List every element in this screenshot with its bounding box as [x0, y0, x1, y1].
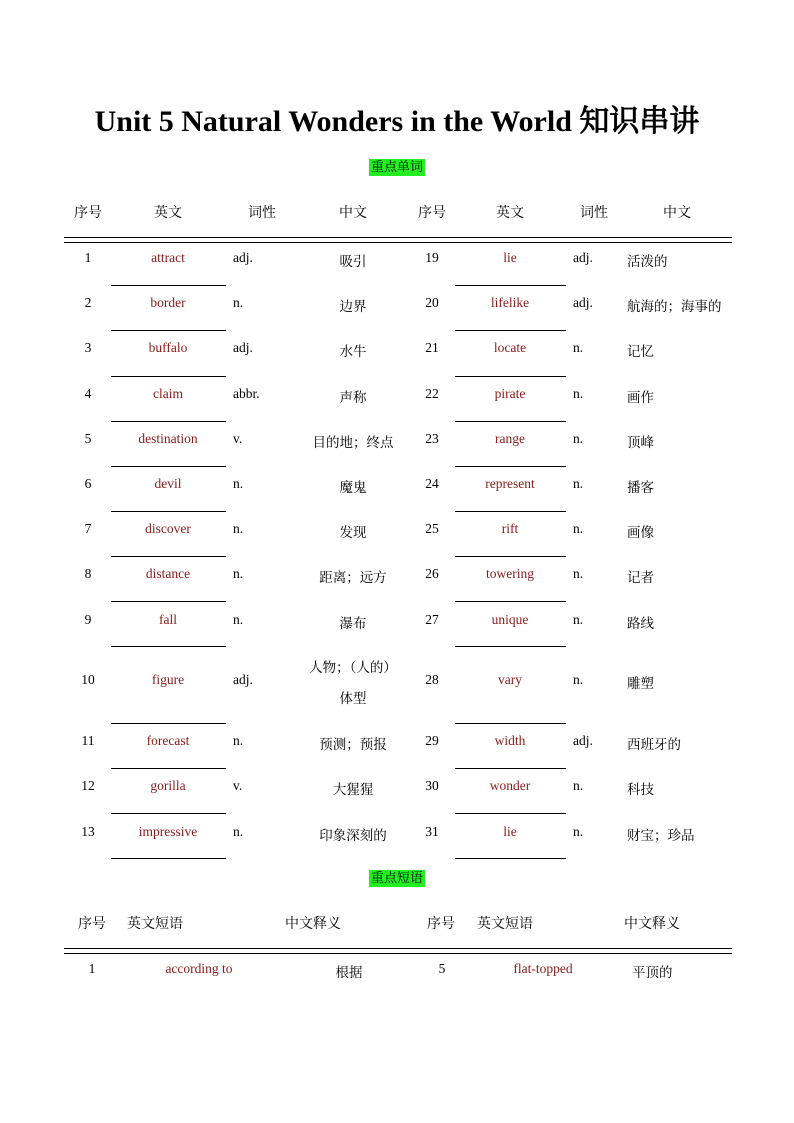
vocab-no-left: 12	[81, 778, 95, 793]
vocab-pos-left: v.	[233, 431, 243, 446]
vocab-zh-left: 魔鬼	[339, 480, 367, 496]
vocab-no-right: 19	[425, 250, 439, 265]
vocab-zh-left: 大猩猩	[332, 782, 374, 798]
vocab-zh-right: 记忆	[627, 344, 654, 360]
vocab-word-left: forecast	[146, 733, 190, 748]
vocab-pos-left: n.	[233, 566, 244, 581]
vocab-zh-right: 路线	[627, 616, 654, 632]
vocab-word-left: gorilla	[150, 778, 186, 793]
vocab-section-label	[0, 156, 794, 175]
vocab-word-left: attract	[151, 250, 185, 265]
phrase-no: 1	[88, 961, 96, 976]
answer-blank-left	[111, 376, 226, 377]
vocab-no-left: 10	[81, 672, 95, 687]
vocab-no-right: 27	[425, 612, 439, 627]
phrase-en-2: flat-topped	[513, 961, 573, 976]
vocab-word-left: fall	[159, 612, 177, 627]
answer-blank-left	[111, 556, 226, 557]
vocab-word-right: unique	[491, 612, 529, 627]
vocab-no-left: 3	[84, 340, 92, 355]
answer-blank-left	[111, 723, 226, 724]
vocab-word-right: rift	[501, 521, 519, 536]
vocab-no-right: 26	[425, 566, 439, 581]
vocab-no-left: 7	[84, 521, 92, 536]
answer-blank-right	[455, 421, 566, 422]
answer-blank-right	[455, 601, 566, 602]
vocab-zh-left: 水牛	[339, 344, 367, 360]
vocab-zh-right: 航海的；海事的	[627, 299, 722, 315]
vocab-no-right: 31	[425, 824, 439, 839]
vocab-section-label-text: 重点单词	[370, 160, 423, 175]
vocab-word-left: devil	[154, 476, 182, 491]
vocab-pos-left: n.	[233, 824, 244, 839]
phrase-zh: 根据	[335, 965, 363, 981]
header-no: 序号	[74, 205, 102, 221]
vocab-no-right: 29	[425, 733, 439, 748]
phrase-header-en-2: 英文短语	[477, 916, 533, 932]
vocab-word-right: vary	[498, 672, 522, 687]
vocab-zh-right: 雕塑	[627, 676, 654, 692]
vocab-word-right: lifelike	[490, 295, 530, 310]
vocab-zh-right: 记者	[627, 570, 654, 586]
vocab-word-right: locate	[493, 340, 527, 355]
phrase-header-no: 序号	[78, 916, 106, 932]
vocab-pos-right: n.	[573, 566, 584, 581]
vocab-pos-left: abbr.	[233, 386, 260, 401]
header-zh: 中文	[339, 205, 367, 221]
vocab-word-right: towering	[486, 566, 534, 581]
vocab-no-right: 24	[425, 476, 439, 491]
vocab-no-right: 20	[425, 295, 439, 310]
phrase-header-divider	[64, 948, 732, 954]
answer-blank-left	[111, 285, 226, 286]
vocab-zh-left: 发现	[339, 525, 367, 541]
vocab-pos-left: v.	[233, 778, 243, 793]
vocab-zh-left: 声称	[339, 390, 367, 406]
answer-blank-right	[455, 723, 566, 724]
vocab-pos-right: n.	[573, 521, 584, 536]
header-pos: 词性	[248, 205, 276, 221]
vocab-pos-right: n.	[573, 476, 584, 491]
vocab-word-right: wonder	[489, 778, 531, 793]
vocab-no-left: 9	[84, 612, 92, 627]
phrase-zh-2: 平顶的	[632, 965, 673, 981]
vocab-pos-right: n.	[573, 340, 584, 355]
vocab-pos-right: n.	[573, 612, 584, 627]
vocab-header-divider	[64, 237, 732, 243]
vocab-no-left: 13	[81, 824, 95, 839]
answer-blank-left	[111, 768, 226, 769]
vocab-zh-left: 印象深刻的	[319, 828, 387, 844]
vocab-word-left: distance	[145, 566, 191, 581]
vocab-pos-right: n.	[573, 778, 584, 793]
answer-blank-right	[455, 768, 566, 769]
vocab-word-right: pirate	[494, 386, 526, 401]
vocab-zh-left: 吸引	[339, 254, 367, 270]
answer-blank-right	[455, 376, 566, 377]
answer-blank-left	[111, 511, 226, 512]
phrase-section-label-text: 重点短语	[370, 871, 423, 886]
vocab-zh-right: 顶峰	[627, 435, 654, 451]
vocab-no-right: 22	[425, 386, 439, 401]
vocab-word-right: width	[494, 733, 526, 748]
header-pos-2: 词性	[580, 205, 608, 221]
phrase-header-zh-2: 中文释义	[624, 916, 680, 932]
answer-blank-left	[111, 330, 226, 331]
vocab-no-right: 25	[425, 521, 439, 536]
answer-blank-left	[111, 813, 226, 814]
vocab-pos-left: adj.	[233, 340, 253, 355]
vocab-pos-right: adj.	[573, 250, 593, 265]
vocab-word-left: figure	[151, 672, 185, 687]
vocab-zh-right: 画作	[627, 390, 654, 406]
vocab-pos-right: n.	[573, 824, 584, 839]
answer-blank-right	[455, 813, 566, 814]
phrase-no-2: 5	[438, 961, 446, 976]
vocab-no-left: 5	[84, 431, 92, 446]
header-en: 英文	[154, 205, 182, 221]
answer-blank-right	[455, 285, 566, 286]
vocab-pos-right: n.	[573, 386, 584, 401]
vocab-zh-left: 距离；远方	[319, 570, 387, 586]
vocab-zh-right: 画像	[627, 525, 654, 541]
vocab-word-right: range	[495, 431, 525, 446]
vocab-zh-left: 目的地；终点	[312, 435, 394, 451]
vocab-zh-left: 人物；（人的）	[309, 660, 397, 676]
answer-blank-left	[111, 466, 226, 467]
vocab-word-left: claim	[153, 386, 183, 401]
vocab-no-left: 2	[84, 295, 92, 310]
answer-blank-right	[455, 330, 566, 331]
vocab-zh-cont-left: 体型	[339, 691, 367, 707]
header-no-2: 序号	[418, 205, 446, 221]
vocab-pos-right: n.	[573, 672, 584, 687]
answer-blank-left	[111, 601, 226, 602]
vocab-zh-left: 瀑布	[339, 616, 367, 632]
vocab-word-left: discover	[145, 521, 191, 536]
vocab-zh-right: 西班牙的	[627, 737, 681, 753]
vocab-no-left: 8	[84, 566, 92, 581]
vocab-zh-left: 边界	[339, 299, 367, 315]
answer-blank-right	[455, 556, 566, 557]
phrase-section-label	[0, 867, 794, 886]
vocab-no-right: 30	[425, 778, 439, 793]
vocab-pos-left: n.	[233, 521, 244, 536]
vocab-word-left: border	[150, 295, 186, 310]
phrase-en: according to	[165, 961, 233, 976]
vocab-word-right: lie	[503, 824, 517, 839]
vocab-pos-right: n.	[573, 431, 584, 446]
vocab-pos-left: n.	[233, 476, 244, 491]
vocab-no-left: 11	[81, 733, 95, 748]
answer-blank-right	[455, 858, 566, 859]
answer-blank-right	[455, 511, 566, 512]
phrase-header-zh: 中文释义	[285, 916, 341, 932]
vocab-no-right: 23	[425, 431, 439, 446]
answer-blank-left	[111, 858, 226, 859]
vocab-word-left: destination	[138, 431, 198, 446]
page-title: Unit 5 Natural Wonders in the World 知识串讲	[94, 105, 700, 138]
answer-blank-left	[111, 646, 226, 647]
answer-blank-right	[455, 466, 566, 467]
vocab-pos-left: n.	[233, 612, 244, 627]
vocab-word-right: lie	[503, 250, 517, 265]
vocab-pos-left: adj.	[233, 672, 253, 687]
vocab-word-right: represent	[485, 476, 535, 491]
vocab-zh-right: 科技	[627, 782, 654, 798]
header-zh-2: 中文	[663, 205, 691, 221]
header-en-2: 英文	[496, 205, 524, 221]
phrase-header-en: 英文短语	[127, 916, 183, 932]
vocab-no-left: 4	[84, 386, 92, 401]
vocab-word-left: impressive	[138, 824, 198, 839]
vocab-no-left: 1	[84, 250, 92, 265]
vocab-pos-left: n.	[233, 733, 244, 748]
vocab-no-right: 28	[425, 672, 439, 687]
vocab-zh-right: 活泼的	[627, 254, 668, 270]
vocab-pos-left: adj.	[233, 250, 253, 265]
vocab-pos-right: adj.	[573, 295, 593, 310]
vocab-zh-right: 财宝；珍品	[627, 828, 695, 844]
phrase-header-no-2: 序号	[427, 916, 455, 932]
answer-blank-right	[455, 646, 566, 647]
vocab-no-right: 21	[425, 340, 439, 355]
vocab-zh-right: 播客	[627, 480, 654, 496]
vocab-no-left: 6	[84, 476, 92, 491]
vocab-word-left: buffalo	[148, 340, 188, 355]
vocab-zh-left: 预测；预报	[319, 737, 387, 753]
vocab-pos-right: adj.	[573, 733, 593, 748]
vocab-pos-left: n.	[233, 295, 244, 310]
answer-blank-left	[111, 421, 226, 422]
